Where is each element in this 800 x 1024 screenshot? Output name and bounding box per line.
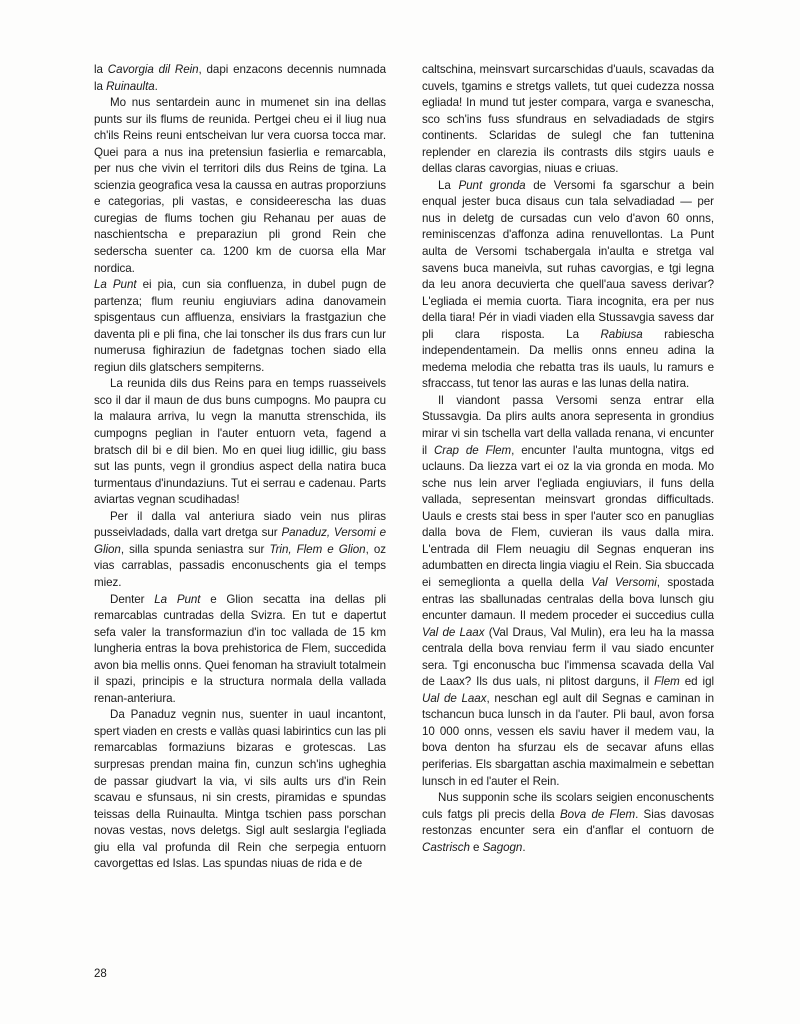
page-number: 28 [94,968,107,980]
body-text: e [469,840,483,854]
body-text: , neschan egl ault dil Segnas e caminan in tschancun buca lunsch in da l'auter. Pli baul, avon forsa 10 000 onns, vessen els saviu haver il medem vau, la bova denton ha sfurzau els de secavar afuns ellas periferias. Els sbargattan aschia maximalmein e sebettan lunsch in ed l'auter el Rein. [422,691,714,788]
italic-text: Val Versomi [591,575,657,589]
body-text: de Versomi fa sgarschur a bein enqual jester buca disaus cun tala selvadiadad — per nus in deletg de cursadas cun velo d'avon 60 onns, reminiscenzas d'affonza adina renuvellontas. La Punt aulta de Versomi tschabergala in'aulta e stretga val savens buca maneivla, sut ruhas cavorgias, e tgi legna da leu anora decuvierta che quell'aua savess derivar? L'egliada ei memia cuorta. Tiara incognita, era per nus della tiara! Pér in viadi viaden ella Stussavgia savess dar pli clara risposta. La [422,178,715,341]
italic-text: Panaduz, Versomi e Glion [94,526,386,556]
body-text: , silla spunda seniastra sur [120,542,270,556]
italic-text: Sagogn [482,840,523,854]
body-text: . [522,840,526,854]
italic-text: Cavorgia dil Rein [107,63,199,76]
paragraph [94,592,386,708]
body-text: Nus supponin sche ils scolars seigien enconuschents culs fatgs pli precis della [422,791,714,821]
body-text: , dapi enzacons decennis numnada la [94,63,386,93]
body-text: Denter [110,592,155,606]
left-column [94,62,386,873]
italic-text: Trin, Flem e Glion [269,542,366,556]
body-text: Da Panaduz vegnin nus, suenter in uaul incantont, spert viaden en crests e vallàs quasi labirintics cun las pli remarcablas formaziuns bizaras e grotescas. Las surpresas prendan maina fin, cunzun sch'ins ugheghia de passar giudvart la via, vi sils aults urs d'in Rein scavau e sfunsaus, ni sin crests, piramidas e spundas teissas della Ruinaulta. Mintga tschien pass porschan novas vestas, novs deletgs. Sigl ault seslargia l'egliada giu ella val profunda dil Rein che serpegia entuorn cavorgettas ed Islas. Las spundas niuas de rida e de [94,708,386,871]
italic-text: Bova de Flem [559,807,636,821]
italic-text: La Punt [94,278,137,292]
paragraph [422,393,714,790]
italic-text: Punt gronda [458,178,526,192]
body-text: . [154,79,158,93]
body-text: ei pia, cun sia confluenza, in dubel pugn de partenza; flum reuniu engiuviars adina danovamein spisgentaus cun affluenza, ensiviars la frastgaziun che daventa pli e pli fina, che lai tonscher ils dus frars cun lur numerusa fighiraziun de fadetgnas tochen siado ella regiun dils glatschers sempiterns. [94,278,386,374]
italic-text: Castrisch [422,840,470,854]
italic-text: Flem [654,675,680,689]
body-text: ed igl [679,675,714,689]
body-text: , spostada entras las sballunadas centralas della bova lunsch giu encunter damaun. Il medem proceder ei succedius culla [422,575,714,623]
paragraph [94,62,386,95]
paragraph [94,277,386,376]
body-text: , oz vias carrablas, passadis enconuschents gia el temps miez. [94,542,386,589]
paragraph [94,376,386,508]
body-text: Mo nus sentardein aunc in mumenet sin ina dellas punts sur ils flums de reunida. Pertgei cheu ei il liug nua ch'ils Reins reuni entscheivan lur vera cuorsa tocca mar. Quei para a nus ina pretensiun fasierlia e remarcabla, per nus che vivin el territori dils dus Reins de tgina. La scienzia geografica vesa la caussa en autras proporziuns e categorias, pli vastas, e consideerescha las duas curegias de flums tochen giu Rehanau per auas de naschientscha e preparaziun pli grond Rein che sederscha suenter ca. 1200 km de cuorsa ella Mar nordica. [94,96,386,275]
body-text: , encunter l'aulta muntogna, vitgs ed uclauns. Da liezza vart ei oz la via gronda en moda. Mo sche nus lein arver l'egliada engiuviars, il funs della vallada, sepresentan meinsvart grondas difficultads. Uauls e crests stai bess in sper l'auter sco en panuglias dalla bova de Flem, cuvieran ils vaus dalla mira. L'entrada dil Flem neuagiu dil Segnas enqueran ins adumbatten en directa lingia viagiu el Rein. Sia sbuccada ei semeglionta a quella della [422,443,714,589]
italic-text: Val de Laax [422,625,485,639]
paragraph [94,509,386,592]
italic-text: La Punt [154,592,201,606]
body-text: (Val Draus, Val Mulin), era leu ha la massa centrala della bova renviau ferm il vau siado encunter sera. Tgi enconuscha buc l'immensa scavada della Val de Laax? Ils dus uals, ni plitost darguns, il [422,625,714,689]
body-text: la [94,63,108,76]
paragraph [94,95,386,277]
paragraph [94,707,386,872]
body-text: caltschina, meinsvart surcarschidas d'uauls, scavadas da cuvels, tgamins e stretgs vallets, tut quei cudezza nossa egliada! In mund tut jester compara, varga e svanescha, sco sch'ins fuss sfundraus en selvadiadads de stgirs continents. Sclaridas de sulegl che fan tuttenina replender en clarezia ils contrasts dils stgirs uauls e dellas claras cavorgias, niuas e criuas. [422,63,714,176]
body-text: e Glion secatta ina dellas pli remarcablas cuntradas della Svizra. En tut e dapertut sefa valer la transformaziun d'in toc vallada de 15 km lungheria entras la bova prehistorica de Flem, succedida avon bia mellis onns. Quei fenoman ha straviult totalmein il spazi, principis e la structura normala della vallada renan-anteriura. [94,592,386,705]
italic-text: Crap de Flem [433,443,512,457]
body-text: La [438,178,459,192]
body-text: Per il dalla val anteriura siado vein nus pliras pusseivladads, dalla vart dretga sur [94,509,386,540]
text-columns [94,62,714,873]
right-column [422,62,714,873]
italic-text: Rabiusa [600,327,643,341]
paragraph [422,62,714,178]
italic-text: Ruinaulta [106,79,155,93]
body-text: . Sias davosas restonzas encunter sera ein d'anflar el contuorn de [422,807,714,838]
paragraph [422,178,714,393]
paragraph [422,790,714,856]
body-text: La reunida dils dus Reins para en temps ruasseivels sco il dar il maun de dus buns cumpogns. Mo paupra cu la malaura arriva, lu vegn la manutta strenschida, ils cumpogns peglian in l'auter entuorn veta, fagend a bratsch dil bi e dil bien. Mo en quei liug idillic, giu bass sut las punts, vegn il grondius aspect della natira buca turmentaus d'inundaziuns. Tut ei serrau e cadenau. Parts aviartas vegnan scudihadas! [94,377,386,507]
italic-text: Ual de Laax [422,691,487,705]
body-text: Il viandont passa Versomi senza entrar ella Stussavgia. Da plirs aults anora sepresenta in grondius mirar vi sin tschella vart della vallada renana, vi encunter il [422,393,714,457]
body-text: rabiescha independentamein. Da mellis onns enneu adina la medema melodia che rebatta tras ils uauls, lu ramurs e sfraccass, tut tenor las auras e las lunas della natira. [422,327,714,391]
